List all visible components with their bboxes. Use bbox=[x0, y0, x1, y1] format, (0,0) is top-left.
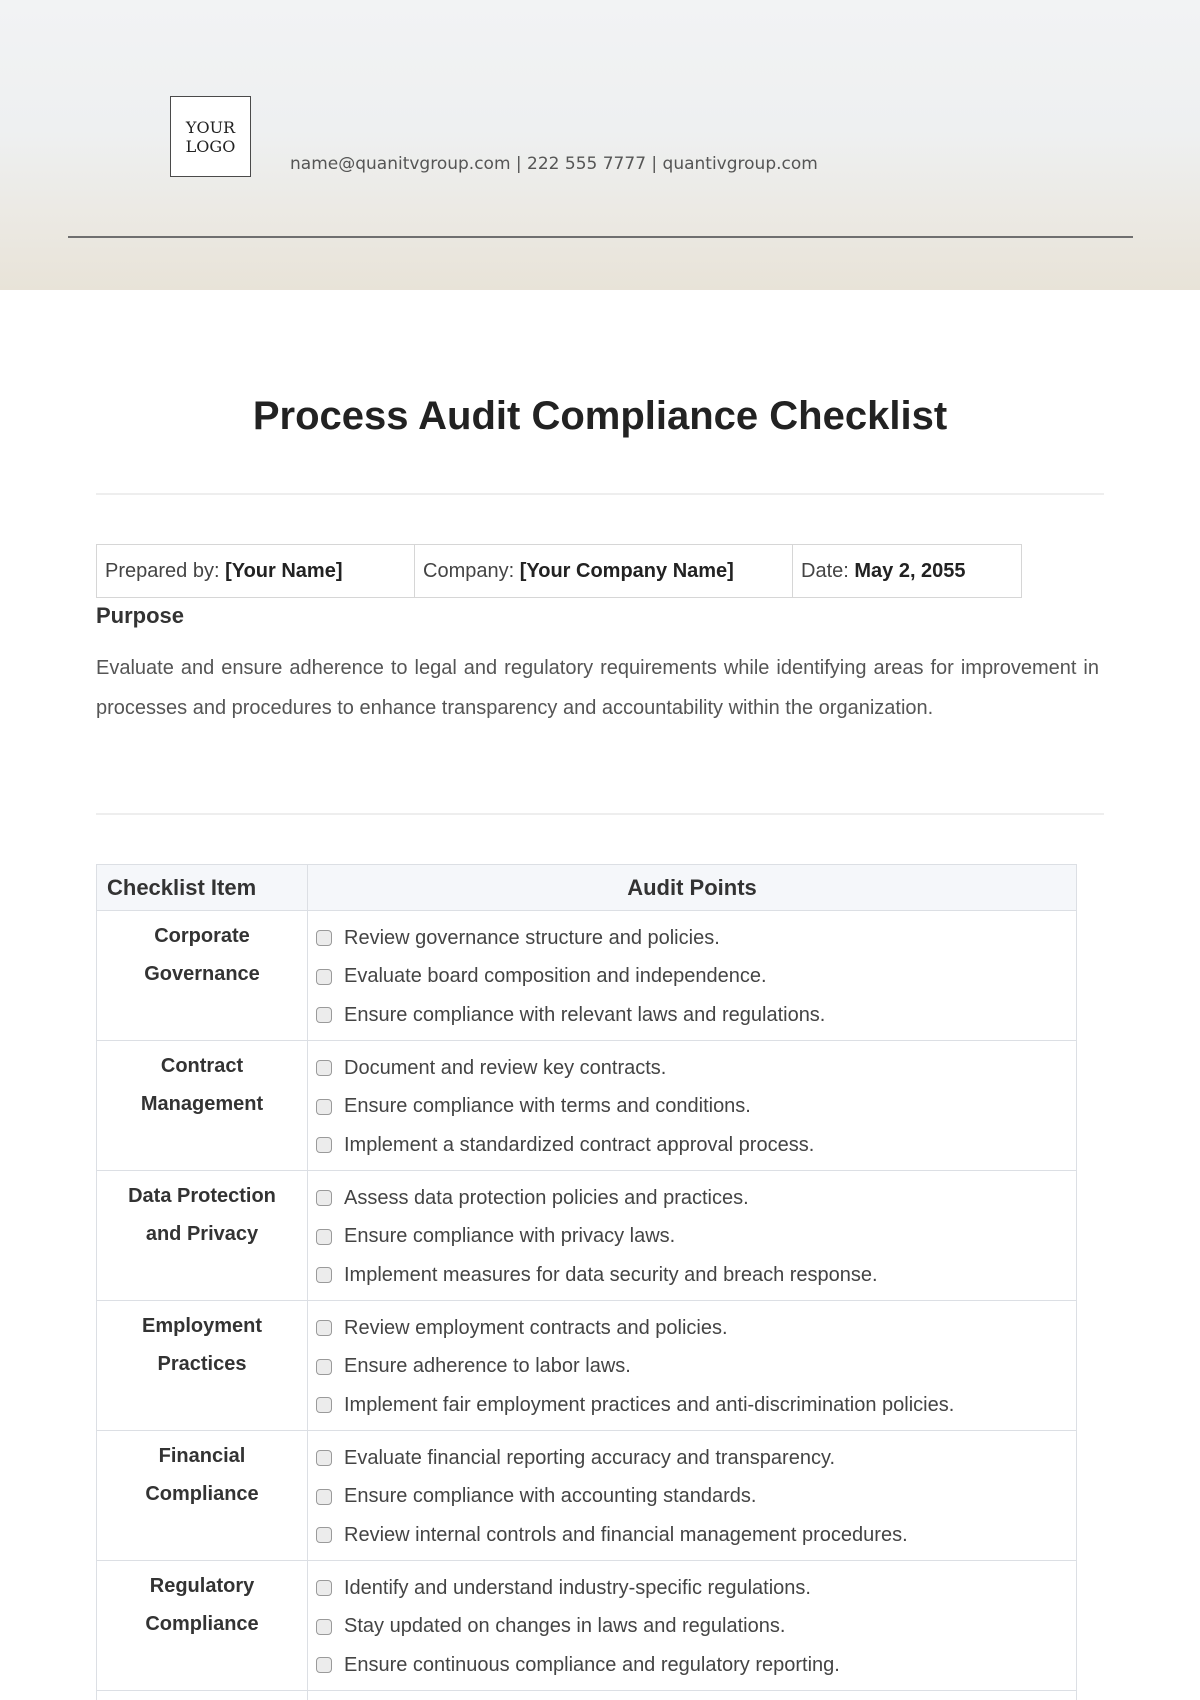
audit-point-text: Ensure compliance with terms and conditions. bbox=[344, 1095, 751, 1118]
title-divider bbox=[96, 493, 1104, 495]
audit-checklist-table bbox=[96, 864, 1077, 1700]
section-divider bbox=[96, 813, 1104, 815]
table-row bbox=[97, 1691, 1077, 1700]
table-row bbox=[97, 1561, 1077, 1691]
date-value: May 2, 2055 bbox=[854, 559, 966, 582]
column-header-checklist-item: Checklist Item bbox=[97, 865, 308, 911]
header-band bbox=[0, 0, 1200, 290]
date-cell bbox=[793, 545, 1022, 598]
audit-point-text: Review internal controls and financial management procedures. bbox=[344, 1523, 908, 1546]
company-value: [Your Company Name] bbox=[519, 559, 734, 582]
checkbox[interactable] bbox=[316, 1099, 332, 1115]
checklist-item-name: Governance bbox=[144, 963, 260, 985]
checklist-item-name: Regulatory bbox=[149, 1575, 255, 1597]
checklist-item-name: Corporate bbox=[154, 925, 250, 947]
checklist-item-cell bbox=[97, 1171, 308, 1301]
contact-info: name@quanitvgroup.com | 222 555 7777 | quantivgroup.com bbox=[290, 154, 818, 174]
audit-point-text: Ensure compliance with privacy laws. bbox=[344, 1225, 676, 1248]
column-header-audit-points: Audit Points bbox=[308, 865, 1077, 911]
company-logo bbox=[170, 96, 251, 177]
logo-line-2: LOGO bbox=[185, 136, 236, 156]
audit-point bbox=[316, 1256, 1070, 1295]
checkbox[interactable] bbox=[316, 1190, 332, 1206]
checkbox[interactable] bbox=[316, 1619, 332, 1635]
checklist-item-name: Compliance bbox=[145, 1483, 259, 1505]
audit-point bbox=[316, 1218, 1070, 1257]
audit-point bbox=[316, 1126, 1070, 1165]
audit-point-text: Review governance structure and policies. bbox=[344, 926, 720, 949]
checkbox[interactable] bbox=[316, 1007, 332, 1023]
audit-point-text: Implement measures for data security and breach response. bbox=[344, 1263, 878, 1286]
audit-point bbox=[316, 1516, 1070, 1555]
logo-line-1: YOUR bbox=[185, 117, 236, 137]
checkbox[interactable] bbox=[316, 969, 332, 985]
checkbox[interactable] bbox=[316, 1657, 332, 1673]
checklist-item-name: Practices bbox=[157, 1353, 247, 1375]
checkbox[interactable] bbox=[316, 1137, 332, 1153]
audit-points-cell bbox=[308, 1561, 1077, 1691]
checkbox[interactable] bbox=[316, 1489, 332, 1505]
audit-point bbox=[316, 1309, 1070, 1348]
audit-point-text: Evaluate board composition and independence. bbox=[344, 965, 767, 988]
audit-point bbox=[316, 1608, 1070, 1647]
page-title: Process Audit Compliance Checklist bbox=[252, 394, 948, 438]
table-row bbox=[97, 911, 1077, 1041]
checklist-item-cell bbox=[97, 911, 308, 1041]
purpose-heading: Purpose bbox=[96, 603, 185, 628]
checkbox[interactable] bbox=[316, 1580, 332, 1596]
header-divider bbox=[68, 236, 1133, 238]
table-row bbox=[97, 1431, 1077, 1561]
audit-points-cell bbox=[308, 1041, 1077, 1171]
checklist-item-name: Contract bbox=[160, 1055, 244, 1077]
company-label: Company: bbox=[423, 559, 520, 582]
audit-point-text: Ensure continuous compliance and regulatory reporting. bbox=[344, 1653, 840, 1676]
table-row bbox=[97, 1171, 1077, 1301]
audit-point bbox=[316, 1049, 1070, 1088]
audit-point-text: Review employment contracts and policies. bbox=[344, 1316, 728, 1339]
checklist-item-cell bbox=[97, 1301, 308, 1431]
audit-point bbox=[316, 996, 1070, 1035]
audit-point bbox=[316, 1439, 1070, 1478]
audit-point-text: Stay updated on changes in laws and regulations. bbox=[344, 1615, 786, 1638]
prepared-by-label: Prepared by: bbox=[105, 559, 226, 582]
checklist-item-name: Employment bbox=[141, 1315, 263, 1337]
checkbox[interactable] bbox=[316, 1397, 332, 1413]
audit-point-text: Identify and understand industry-specific regulations. bbox=[344, 1576, 811, 1599]
audit-point bbox=[316, 1478, 1070, 1517]
checkbox[interactable] bbox=[316, 1450, 332, 1466]
date-label: Date: bbox=[801, 559, 855, 582]
checklist-item-cell bbox=[97, 1041, 308, 1171]
checklist-item-name: Financial bbox=[158, 1445, 246, 1467]
checklist-item-cell bbox=[97, 1561, 308, 1691]
prepared-by-value: [Your Name] bbox=[225, 559, 343, 582]
audit-point-text: Assess data protection policies and practices. bbox=[344, 1186, 749, 1209]
checklist-item-name: Management bbox=[140, 1093, 264, 1115]
audit-point bbox=[316, 1179, 1070, 1218]
company-cell bbox=[415, 545, 793, 598]
audit-point-text: Ensure adherence to labor laws. bbox=[344, 1355, 631, 1378]
audit-point bbox=[316, 1646, 1070, 1685]
audit-point-text: Document and review key contracts. bbox=[344, 1056, 667, 1079]
audit-point bbox=[316, 1348, 1070, 1387]
checklist-item-name: Compliance bbox=[145, 1613, 259, 1635]
table-row bbox=[97, 1301, 1077, 1431]
checkbox[interactable] bbox=[316, 1229, 332, 1245]
prepared-by-cell bbox=[97, 545, 415, 598]
checkbox[interactable] bbox=[316, 1060, 332, 1076]
audit-point-text: Ensure compliance with relevant laws and regulations. bbox=[344, 1003, 826, 1026]
document-meta-table bbox=[96, 544, 1022, 598]
audit-points-cell bbox=[308, 1301, 1077, 1431]
audit-point-text: Ensure compliance with accounting standards. bbox=[344, 1485, 757, 1508]
audit-point bbox=[316, 1569, 1070, 1608]
checklist-item-name: and Privacy bbox=[145, 1223, 259, 1245]
audit-point bbox=[316, 1088, 1070, 1127]
audit-point bbox=[316, 958, 1070, 997]
audit-point-text: Implement a standardized contract approval process. bbox=[344, 1133, 815, 1156]
table-row bbox=[97, 1041, 1077, 1171]
checklist-item-name: Data Protection bbox=[128, 1185, 276, 1207]
audit-point bbox=[316, 1386, 1070, 1425]
audit-points-cell bbox=[308, 1431, 1077, 1561]
audit-point-text: Implement fair employment practices and anti-discrimination policies. bbox=[344, 1393, 955, 1416]
audit-points-cell bbox=[308, 911, 1077, 1041]
checklist-item-cell bbox=[97, 1431, 308, 1561]
checkbox[interactable] bbox=[316, 1359, 332, 1375]
purpose-text: Evaluate and ensure adherence to legal and regulatory requirements while identifying areas for improvement in processes and procedures to enhance transparency and accountability within the organization. bbox=[96, 657, 1099, 719]
checkbox[interactable] bbox=[316, 1320, 332, 1336]
checkbox[interactable] bbox=[316, 930, 332, 946]
audit-points-cell bbox=[308, 1171, 1077, 1301]
checklist-item-cell bbox=[97, 1691, 308, 1700]
audit-point bbox=[316, 919, 1070, 958]
checkbox[interactable] bbox=[316, 1267, 332, 1283]
audit-point-text: Evaluate financial reporting accuracy and transparency. bbox=[344, 1446, 836, 1469]
checkbox[interactable] bbox=[316, 1527, 332, 1543]
audit-points-cell bbox=[308, 1691, 1077, 1700]
